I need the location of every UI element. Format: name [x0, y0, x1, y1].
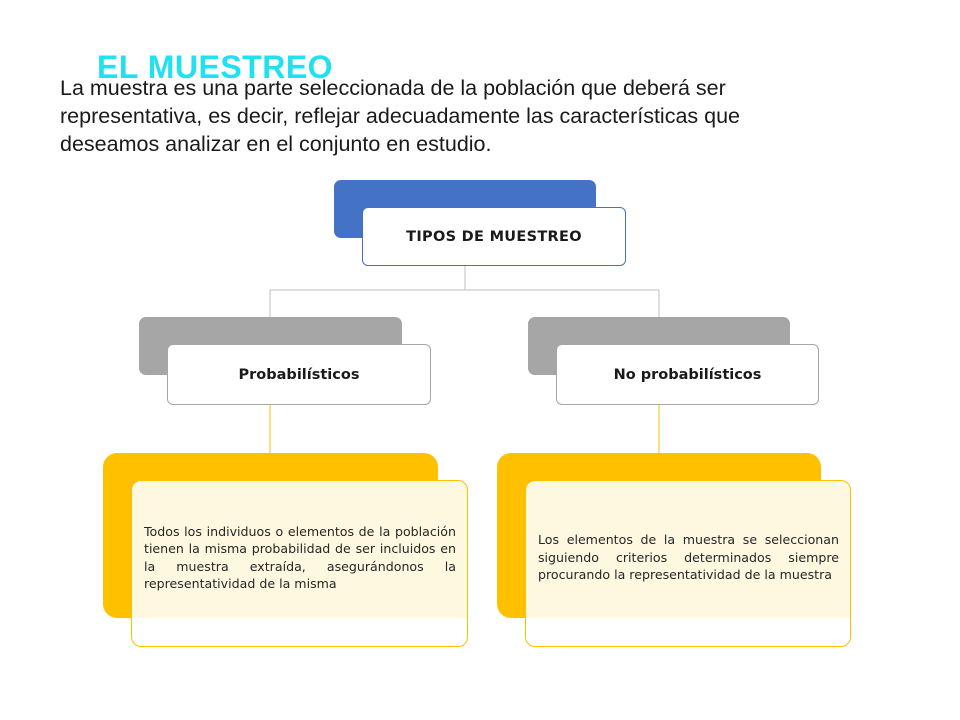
leaf-description-no-probabilisticos: Los elementos de la muestra se seleccionan siguiendo criterios determinados siempre procurando la representatividad de la muestra	[538, 532, 839, 583]
leaf-node-no-probabilisticos	[525, 480, 851, 647]
page-title: EL MUESTREO	[97, 49, 334, 85]
leaf-node-probabilisticos	[131, 480, 468, 647]
intro-paragraph: La muestra es una parte seleccionada de la población que deberá ser representativa, es decir, reflejar adecuadamente las características que deseamos analizar en el conjunto en estudio.	[60, 76, 741, 156]
leaf-description-probabilisticos: Todos los individuos o elementos de la población tienen la misma probabilidad de ser incluidos en la muestra extraída, asegurándonos la representatividad de la misma	[144, 523, 456, 591]
root-node	[362, 207, 626, 266]
branch-node-probabilisticos	[167, 344, 431, 405]
branch-label-no-probabilisticos: No probabilísticos	[613, 366, 762, 383]
root-to-branches-connector	[270, 266, 659, 318]
branch-label-probabilisticos: Probabilísticos	[238, 366, 360, 383]
root-node-label: TIPOS DE MUESTREO	[406, 228, 582, 245]
branch-node-no-probabilisticos	[556, 344, 819, 405]
